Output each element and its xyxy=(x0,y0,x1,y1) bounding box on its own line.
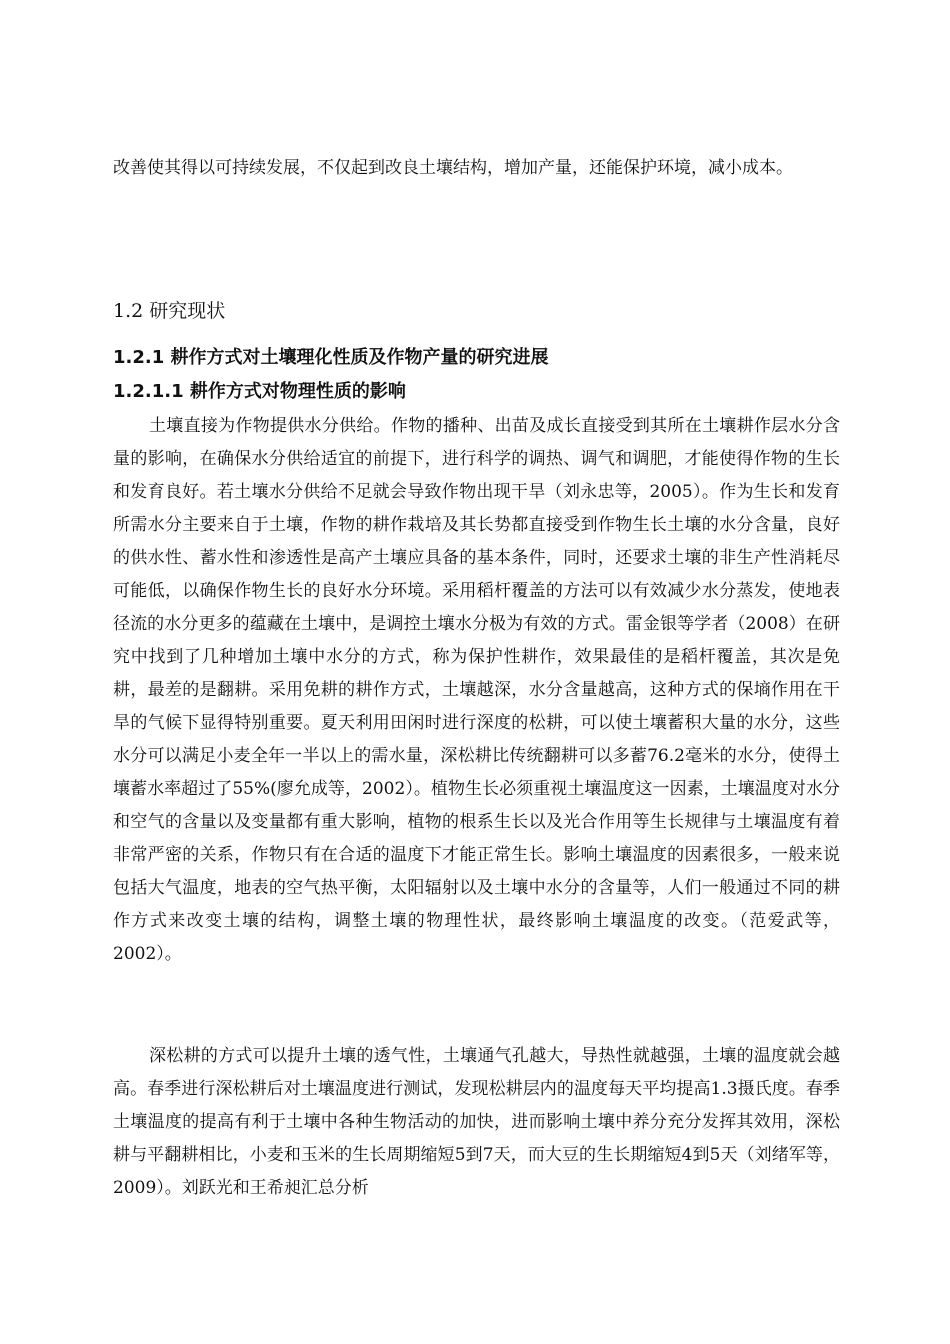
section-heading: 1.2 研究现状 xyxy=(113,300,226,322)
subsection-heading: 1.2.1 耕作方式对土壤理化性质及作物产量的研究进展 xyxy=(113,347,549,368)
intro-paragraph: 改善使其得以可持续发展，不仅起到改良土壤结构，增加产量，还能保护环境，减小成本。 xyxy=(113,158,793,178)
subsubsection-heading: 1.2.1.1 耕作方式对物理性质的影响 xyxy=(113,381,406,402)
body-paragraph: 土壤直接为作物提供水分供给。作物的播种、出苗及成长直接受到其所在土壤耕作层水分含量的影响，在确保水分供给适宜的前提下，进行科学的调热、调气和调肥，才能使得作物的生长和发育良好。若土壤水分供给不足就会导致作物出现干旱（刘永忠等，2005）。作为生长和发育所需水分主要来自于土壤，作物的耕作栽培及其长势都直接受到作物生长土壤的水分含量，良好的供水性、蓄水性和渗透性是高产土壤应具备的基本条件，同时，还要求土壤的非生产性消耗尽可能低，以确保作物生长的良好水分环境。采用稻杆覆盖的方法可以有效减少水分蒸发，使地表径流的水分更多的蕴藏在土壤中，是调控土壤水分极为有效的方式。雷金银等学者（2008）在研究中找到了几种增加土壤中水分的方式，称为保护性耕作，效果最佳的是稻杆覆盖，其次是免耕，最差的是翻耕。采用免耕的耕作方式，土壤越深，水分含量越高，这种方式的保墒作用在干旱的气候下显得特别重要。夏天利用田闲时进行深度的松耕，可以使土壤蓄积大量的水分，这些水分可以满足小麦全年一半以上的需水量，深松耕比传统翻耕可以多蓄76.2毫米的水分，使得土壤蓄水率超过了55%(廖允成等，2002）。植物生长必须重视土壤温度这一因素，土壤温度对水分和空气的含量以及变量都有重大影响，植物的根系生长以及光合作用等生长规律与土壤温度有着非常严密的关系，作物只有在合适的温度下才能正常生长。影响土壤温度的因素很多，一般来说包括大气温度，地表的空气热平衡，太阳辐射以及土壤中水分的含量等，人们一般通过不同的耕作方式来改变土壤的结构，调整土壤的物理性状，最终影响土壤温度的改变。（范爱武等，2002）。 xyxy=(113,416,840,964)
body-paragraph: 深松耕的方式可以提升土壤的透气性，土壤通气孔越大，导热性就越强，土壤的温度就会越高。春季进行深松耕后对土壤温度进行测试，发现松耕层内的温度每天平均提高1.3摄氏度。春季土壤温度的提高有利于土壤中各种生物活动的加快，进而影响土壤中养分充分发挥其效用，深松耕与平翻耕相比，小麦和玉米的生长周期缩短5到7天，而大豆的生长期缩短4到5天（刘绪军等，2009）。刘跃光和王希昶汇总分析 xyxy=(113,1046,840,1198)
